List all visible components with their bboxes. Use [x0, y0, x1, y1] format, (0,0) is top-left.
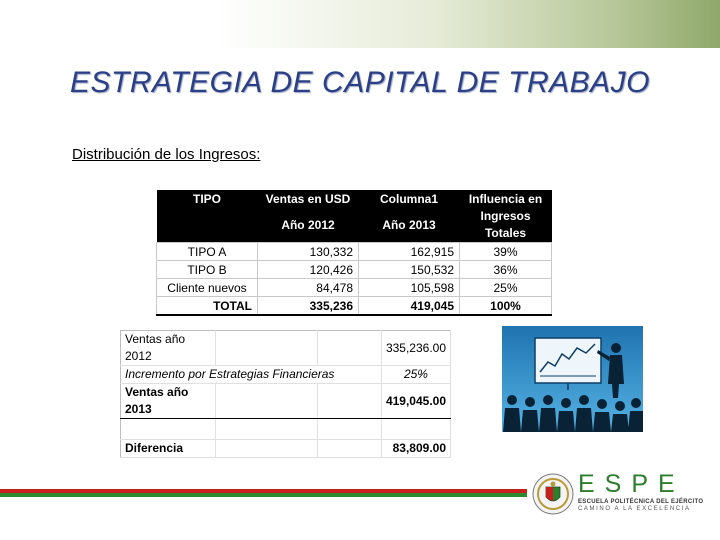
column-header: [157, 208, 258, 243]
sales-projection-table: [120, 330, 451, 458]
table-cell: 419,045.00: [381, 384, 450, 419]
presentation-board: [535, 338, 601, 390]
column-header: Año 2013: [359, 208, 460, 243]
table-row: [157, 243, 552, 261]
table-cell: 83,809.00: [381, 440, 450, 458]
espe-emblem-icon: [532, 473, 574, 515]
table-total-row: [157, 297, 552, 316]
table-cell: 100%: [460, 297, 552, 316]
table-cell: [318, 384, 382, 419]
table-cell: Incremento por Estrategias Financieras: [121, 366, 382, 384]
table-cell: TIPO A: [157, 243, 258, 261]
slide-subtitle: Distribución de los Ingresos:: [72, 146, 261, 163]
presentation-audience-illustration: [502, 326, 643, 432]
footer-green-stripe: [0, 493, 527, 497]
table-row: [157, 279, 552, 297]
table-cell: [216, 440, 318, 458]
table-cell: [381, 419, 450, 440]
logo-motto: CAMINO A LA EXCELENCIA: [578, 506, 691, 512]
table-cell: [121, 419, 216, 440]
logo-letters: ESPE: [578, 470, 685, 498]
income-distribution-table: [156, 190, 552, 316]
table-cell: [318, 419, 382, 440]
table-row: [121, 440, 451, 458]
table-cell: 162,915: [359, 243, 460, 261]
table-row: [121, 419, 451, 440]
column-header: TIPO: [157, 190, 258, 208]
table-cell: 150,532: [359, 261, 460, 279]
table-row: [121, 384, 451, 419]
table-cell: TOTAL: [157, 297, 258, 316]
table-row: [121, 331, 451, 366]
column-header: Año 2012: [258, 208, 359, 243]
slide-title: ESTRATEGIA DE CAPITAL DE TRABAJO: [69, 66, 650, 99]
column-header: Ingresos Totales: [460, 208, 552, 243]
table-header-row: [157, 190, 552, 208]
table-cell: 25%: [460, 279, 552, 297]
logo-institution-name: ESCUELA POLITÉCNICA DEL EJÉRCITO: [578, 499, 704, 505]
column-header: Columna1: [359, 190, 460, 208]
table-cell: 25%: [381, 366, 450, 384]
table-cell: Diferencia: [121, 440, 216, 458]
column-header: Ventas en USD: [258, 190, 359, 208]
table-cell: 130,332: [258, 243, 359, 261]
table-cell: 419,045: [359, 297, 460, 316]
table-cell: TIPO B: [157, 261, 258, 279]
top-gradient-band: [0, 0, 720, 48]
table-cell: [318, 331, 382, 366]
table-cell: 105,598: [359, 279, 460, 297]
table-cell: [216, 419, 318, 440]
table-cell: 335,236: [258, 297, 359, 316]
table-cell: 84,478: [258, 279, 359, 297]
table-row: [121, 366, 451, 384]
espe-logo: [578, 470, 710, 512]
table-cell: [216, 384, 318, 419]
table-row: [157, 261, 552, 279]
table-cell: Ventas año 2012: [121, 331, 216, 366]
table-header-row: [157, 208, 552, 243]
table-cell: 120,426: [258, 261, 359, 279]
table-cell: Cliente nuevos: [157, 279, 258, 297]
table-cell: 335,236.00: [381, 331, 450, 366]
table-cell: 36%: [460, 261, 552, 279]
table-cell: Ventas año 2013: [121, 384, 216, 419]
table-cell: [216, 331, 318, 366]
table-cell: 39%: [460, 243, 552, 261]
column-header: Influencia en: [460, 190, 552, 208]
table-cell: [318, 440, 382, 458]
